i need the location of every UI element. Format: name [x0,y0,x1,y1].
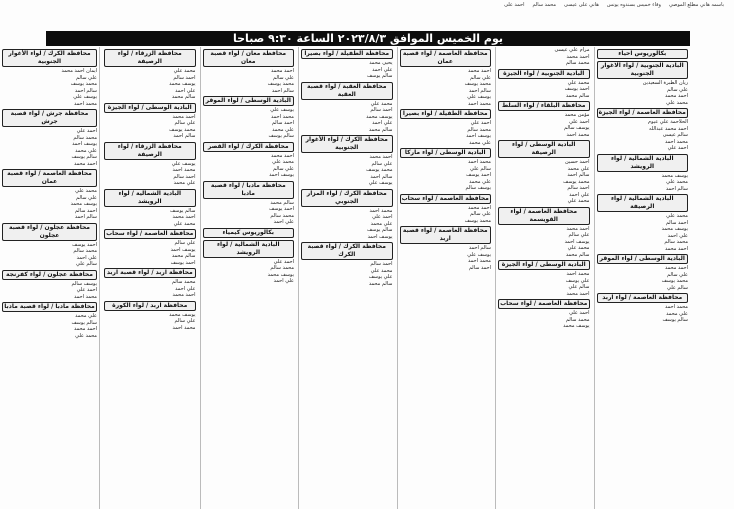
name-line: سالم علي [76,261,97,267]
name-line: علي محمد [370,220,393,227]
name-line: سالم علي [667,284,688,291]
name-line: محمد علي [75,332,97,339]
name-line: علي احمد [273,278,294,284]
name-line: احمد علي [569,310,590,316]
name-line: محمد يوسف [563,178,590,185]
name-line: علي سالم [470,74,491,81]
section-title: محافظة العاصمة / لواء القويسمة [498,207,590,225]
name-line: محمد احمد [172,167,196,173]
name-line: محمد احمد [664,304,688,310]
name-line: يوسف علي [270,107,294,113]
section-title: البادية الشمالية / لواء الرويشد [203,240,295,258]
name-line: علي سالم [371,160,393,167]
name-line: سالم يوسف [71,319,97,326]
section-title: محافظة جرش / لواء قصبة جرش [2,109,97,127]
name-line: علي احمد [175,285,196,292]
name-line: يوسف احمد [367,233,393,240]
name-line: سالم احمد [468,87,491,94]
name-line: احمد يوسف [564,86,590,92]
section-title: محافظة العاصمة / لواء قصبة اربد [400,226,492,244]
name-line: سالم علي [568,284,590,290]
section-title: البادية الجنوبية / لواء الاغوار الجنوبية [597,61,689,79]
name-line: سالم يوسف [367,73,393,79]
name-line: يوسف علي [368,180,393,186]
name-line: علي احمد [569,191,590,198]
name-line: احمد سالم [271,120,294,126]
section-title: بكالوريوس احياء [597,49,689,59]
name-line: احمد محمد [467,68,491,74]
section-title: محافظة العاصمة / لواء قصبة عمان [400,49,492,67]
name-line: يوسف محمد [563,323,590,329]
name-line: سالم احمد [74,214,97,220]
name-line: محمد علي [666,179,688,185]
name-line: علي محمد [75,147,97,154]
name-line: علي احمد [175,87,196,94]
name-line: احمد علي [470,120,491,126]
name-line: احمد محمد [566,53,590,60]
name-line: محمد علي [370,100,393,107]
name-line: احمد محمد [566,225,590,232]
section-title: محافظة العاصمة / لواء سحاب [498,299,590,309]
section-title: محافظة العاصمة / لواء الجيزة [597,108,689,118]
name-line: سالم عيسى [662,132,688,138]
name-line: يوسف محمد [70,201,97,207]
name-line: علي يوسف [565,277,590,284]
name-line: يحيى محمد [369,60,393,66]
name-line: احمد يوسف [269,206,294,212]
name-line: محمد احمد [566,131,590,138]
name-line: احمد محمد [369,154,393,160]
name-line: محمد يوسف [267,81,294,87]
name-line: محمد احمد [172,324,196,331]
name-line: احمد محمد [172,292,196,298]
section-title: محافظة الكرك / لواء الأغوار الجنوبية [2,49,97,67]
name-line: يوسف علي [73,94,97,100]
name-line: محمد احمد [566,271,590,277]
name-line: علي احمد [372,120,393,126]
name-line: علي سالم [174,318,196,324]
name-line: احمد علي [273,258,294,265]
header-text: وفاء خميس بسندوه يونس [606,2,661,8]
name-line: محمد سالم [171,279,196,285]
name-line: يوسف احمد [72,141,97,147]
name-line: مؤمن محمد [564,112,590,118]
name-line: علي سالم [174,120,196,126]
name-line: يوسف محمد [366,113,393,120]
name-line: سالم محمد [565,92,590,99]
section-title: محافظة الطفيلة / لواء بصيرا [301,49,393,59]
name-line: سالم احمد [468,245,491,251]
section-title: محافظة البلقاء / لواء السلط [498,101,590,111]
name-line: محمد علي [666,99,688,106]
name-line: يوسف احمد [564,238,590,245]
name-line: احمد محمد [73,326,97,332]
name-line: احمد سالم [370,107,393,113]
list-column [298,47,395,509]
name-line: الحلاحمة علي عيوم [648,119,688,125]
name-line: علي سالم [273,165,294,172]
name-line: محمد احمد [270,113,294,120]
section-title: محافظة العاصمة / لواء قصبة عمان [2,169,97,187]
name-line: احمد سالم [370,261,393,267]
name-line: علي احمد [273,219,294,225]
name-line: يوسف محمد [661,226,688,232]
name-line: يوسف علي [171,160,196,167]
name-line: محمد احمد [467,100,491,107]
name-line: سالم محمد [565,251,590,258]
name-line: احمد محمد [566,290,590,297]
name-line: احمد علي [372,214,393,220]
section-title: محافظة الكرك / لواء الأغوار الجنوبية [301,135,393,153]
name-line: سالم احمد [271,87,294,94]
section-title: البادية الوسطى / لواء الجيزة [498,260,590,270]
name-line: محمد علي [173,220,196,227]
name-line: علي احمد [667,232,688,239]
name-line: علي سالم [568,232,590,238]
name-line: محمد يوسف [464,81,491,87]
name-line: يوسف محمد [169,81,196,87]
section-title: محافظة الطفيلة / لواء بصيرا [400,109,492,119]
name-line: محمد سالم [467,126,491,133]
name-line: احمد محمد [664,93,688,99]
section-title: محافظة مادبا / لواء قصبة مادبا [2,302,97,312]
name-line: محمد علي [370,267,393,274]
section-title: محافظة الكرك / لواء المزار الجنوبي [301,189,393,207]
name-line: يوسف محمد [267,271,294,278]
name-line: يوسف احمد [466,133,491,139]
section-title: البادية الوسطى / لواء الرصيفة [498,140,590,158]
name-line: يوسف علي [467,251,491,258]
name-line: علي سالم [667,271,688,278]
top-strip [0,0,734,30]
name-line: سالم احمد [370,173,393,180]
name-line: سالم علي [470,165,491,172]
header-text: هاني على عيسى [564,2,599,8]
name-line: احمد محمد [467,204,491,211]
name-line: محمد سالم [270,265,294,271]
name-line: سالم يوسف [662,317,688,323]
section-title: البادية الشمالية / لواء الرصيفة [597,194,689,212]
name-line: علي سالم [76,194,97,201]
name-line: محمد احمد [73,100,97,107]
section-title: البادية الوسطى / لواء الموقر [597,254,689,264]
section-title: محافظة الكرك / لواء قصبة الكرك [301,242,393,260]
section-title: محافظة الزرقاء / لواء الرصيفة [104,142,196,160]
name-line: سالم يوسف [268,133,294,139]
section-title: محافظة اربد / لواء الكورة [104,301,196,311]
columns-area [102,47,690,509]
name-line: احمد محمد عبدالله [649,125,688,132]
name-line: سالم محمد [171,253,196,259]
name-line: محمد سالم [73,248,97,254]
name-line: محمد يوسف [70,81,97,87]
name-line: احمد علي [76,128,97,134]
section-title: البادية الشمالية / لواء الرويشد [104,189,196,207]
name-line: احمد محمد [664,245,688,252]
list-column [200,47,297,509]
name-line: محمد يوسف [661,278,688,284]
name-line: محمد احمد [467,159,491,165]
name-line: ريان الطبرة السعيدين [642,80,688,86]
section-title: محافظة اربد / لواء قصبة اربد [104,268,196,278]
name-line: علي محمد [173,180,196,186]
name-line: علي محمد [567,165,590,172]
name-line: احمد علي [667,145,688,151]
name-line: احمد سالم [74,207,97,214]
section-title: البادية الوسطى / لواء الموقر [203,96,295,106]
name-line: سالم احمد [665,185,688,192]
name-line: سالم محمد [368,280,393,287]
name-line: احمد محمد [270,152,294,159]
name-line: علي سالم [76,74,97,81]
name-line: احمد سالم [665,219,688,226]
name-line: محمد علي [666,213,688,219]
section-title: محافظة العاصمة / لواء سحاب [400,194,492,204]
section-title: بكالوريوس كيمياء [203,228,295,238]
section-title: محافظة مادبا / لواء قصبة مادبا [203,181,295,199]
list-column [495,47,592,509]
name-line: محمد سالم [270,212,294,219]
section-title: محافظة الكرك / لواء القصر [203,142,295,152]
name-line: محمد علي [567,79,590,86]
name-line: احمد حسين [565,159,590,165]
name-line: محمد سالم [664,239,688,245]
name-line: احمد علي [76,287,97,293]
name-line: يوسف محمد [661,172,688,179]
name-line: سالم احمد [567,172,590,178]
date-banner: يوم الخميس الموافق ٢٠٢٣/٨/٣ الساعة ٩:٣٠ صباحا [46,31,690,46]
header-text: احمد على [504,2,525,8]
name-line: احمد علي [569,118,590,125]
name-line: محمد احمد [467,258,491,264]
name-line: احمد يوسف [170,259,196,266]
name-line: احمد محمد [73,160,97,167]
left-column [0,47,100,509]
name-line: محمد علي [75,188,97,194]
name-line: احمد سالم [173,74,196,81]
name-line: يوسف احمد [269,172,294,178]
name-line: علي محمد [469,178,491,185]
section-title: محافظة العاصمة / لواء سحاب [104,229,196,239]
section-title: البادية الشمالية / لواء الرويشد [597,154,689,172]
name-line: محمد سالم [565,60,590,66]
name-line: احمد سالم [173,173,196,180]
name-line: احمد يوسف [466,172,491,178]
name-line: محمد احمد [369,207,393,214]
name-line: يوسف سالم [564,125,590,131]
section-title: محافظة العقبة / لواء قصبة العقبة [301,82,393,100]
name-line: سالم محمد [171,94,196,100]
name-line: علي محمد [75,313,97,319]
section-title: البادية الوسطى / لواء الجيزة [104,103,196,113]
list-column [594,47,691,509]
name-line: محمد سالم [73,134,97,141]
name-line: علي يوسف [368,274,393,280]
name-line: محمد احمد [664,138,688,145]
name-line: سالم يوسف [367,227,393,233]
name-line: محمد علي [173,68,196,74]
name-line: احمد محمد [270,68,294,74]
name-line: علي محمد [469,139,491,146]
name-line: سالم محمد [368,126,393,133]
name-line: محمد احمد [73,293,97,300]
name-line: سالم يوسف [71,154,97,160]
name-line: سالم محمد [270,199,294,206]
section-title: محافظة معان / لواء قصبة معان [203,49,295,67]
name-line: علي سالم [273,74,294,81]
name-line: احمد محمد [172,214,196,220]
section-title: البادية الجنوبية / لواء الجيزة [498,69,590,79]
name-line: سالم احمد [173,133,196,139]
name-line: محمد علي [567,198,590,204]
name-line: مرام علي عيسى [554,47,590,53]
name-line: علي محمد [666,310,688,317]
name-line: علي محمد [272,126,294,133]
name-line: محمد يوسف [169,126,196,133]
name-line: محمد يوسف [464,217,491,224]
list-column [397,47,494,509]
name-line: يوسف احمد [170,246,196,253]
name-line: علي سالم [667,86,688,93]
section-title: محافظة الزرقاء / لواء الرصيفة [104,49,196,67]
header-text: محمد سالم [532,2,557,8]
name-line: يوسف سالم [465,185,491,191]
list-column [102,47,198,509]
name-line: علي سالم [174,240,196,246]
name-line: علي احمد [76,254,97,261]
name-line: محمد علي [272,159,294,165]
name-line: علي سالم [470,211,491,217]
name-line: احمد يوسف [72,241,97,248]
name-line: علي احمد [372,66,393,73]
name-line: سالم احمد [74,87,97,94]
header-text: باسمه هاني مطلع الموصي [668,2,724,8]
name-line: احمد سالم [468,264,491,271]
name-line: احمد سالم [567,185,590,191]
section-title: محافظة عجلون / لواء كفرنجة [2,270,97,280]
name-line: محمد يوسف [366,167,393,173]
name-line: ايمان احمد محمد [61,68,97,74]
name-line: يوسف محمد [169,311,196,318]
name-line: سالم يوسف [170,207,196,214]
section-title: محافظة العاصمة / لواء اربد [597,293,689,303]
name-line: يوسف سالم [71,280,97,287]
section-title: البادية الوسطى / لواء ماركا [400,148,492,158]
name-line: محمد علي [567,245,590,251]
name-line: احمد محمد [172,113,196,120]
name-line: يوسف علي [467,94,491,100]
name-line: محمد سالم [565,316,590,323]
section-title: محافظة عجلون / لواء قصبة عجلون [2,223,97,241]
name-line: احمد محمد [664,265,688,271]
